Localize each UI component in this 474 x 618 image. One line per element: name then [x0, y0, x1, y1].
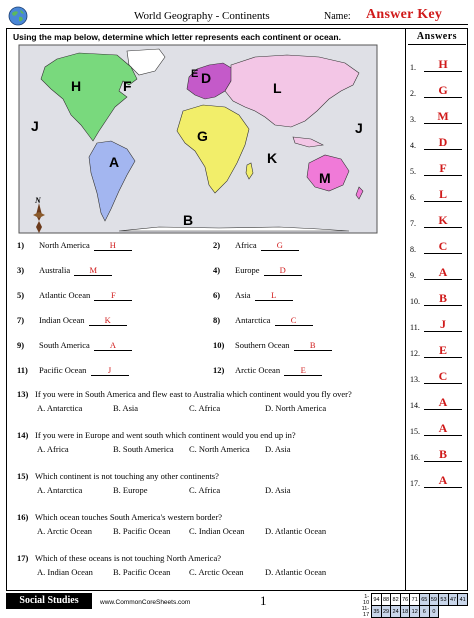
option[interactable]: C. Africa [189, 485, 221, 495]
map-letter: J [31, 118, 39, 134]
question-16-options [37, 526, 397, 536]
question-10: 10) Southern Ocean B [213, 340, 332, 351]
question-15-options [37, 485, 397, 495]
question-8: 8) Antarctica C [213, 315, 313, 326]
answer-item: 7. K [410, 213, 464, 229]
question-13-options [37, 403, 397, 413]
question-9: 9) South America A [17, 340, 132, 351]
question-17-options [37, 567, 397, 577]
option[interactable]: B. South America [113, 444, 174, 454]
answer-blank[interactable]: J [91, 365, 129, 376]
globe-icon [8, 6, 28, 26]
site-url: www.CommonCoreSheets.com [100, 599, 191, 606]
option[interactable]: A. Africa [37, 444, 69, 454]
worksheet-header [6, 6, 468, 28]
answers-column [406, 28, 468, 591]
option[interactable]: D. Asia [265, 485, 291, 495]
answer-field[interactable]: A [424, 395, 462, 410]
answer-item: 2. G [410, 83, 464, 99]
question-14-options [37, 444, 397, 454]
question-15: 15) Which continent is not touching any other continents? [17, 471, 219, 481]
map-letter: B [183, 212, 194, 228]
question-13: 13) If you were in South America and flew east to Australia which continent would you fly over? [17, 389, 352, 399]
answer-field[interactable]: K [424, 213, 462, 228]
answer-field[interactable]: B [424, 447, 462, 462]
option[interactable]: A. Indian Ocean [37, 567, 93, 577]
answer-item: 15. A [410, 421, 464, 437]
answer-field[interactable]: L [424, 187, 462, 202]
map-letter: A [109, 154, 120, 170]
answer-field[interactable]: G [424, 83, 462, 98]
score-row: 11-17 35 29 24 18 12 6 0 [358, 606, 468, 618]
answer-field[interactable]: J [424, 317, 462, 332]
answer-blank[interactable]: E [284, 365, 322, 376]
answer-blank[interactable]: L [255, 290, 293, 301]
answer-item: 4. D [410, 135, 464, 151]
answer-item: 8. C [410, 239, 464, 255]
answer-item: 17. A [410, 473, 464, 489]
answer-item: 12. E [410, 343, 464, 359]
instructions: Using the map below, determine which letter represents each continent or ocean. [13, 32, 341, 42]
question-11: 11) Pacific Ocean J [17, 365, 129, 376]
answer-item: 3. M [410, 109, 464, 125]
subject-badge: Social Studies [6, 593, 92, 609]
answer-item: 14. A [410, 395, 464, 411]
option[interactable]: B. Asia [113, 403, 139, 413]
answer-blank[interactable]: G [261, 240, 299, 251]
answer-field[interactable]: F [424, 161, 462, 176]
map-letter: D [201, 70, 212, 86]
header-rule [40, 24, 468, 25]
questions-panel [6, 28, 406, 591]
question-16: 16) Which ocean touches South America's western border? [17, 512, 223, 522]
answer-blank[interactable]: D [264, 265, 302, 276]
answer-field[interactable]: H [424, 57, 462, 72]
answer-item: 13. C [410, 369, 464, 385]
option[interactable]: D. North America [265, 403, 327, 413]
map-letter: G [197, 128, 208, 144]
question-4: 4) Europe D [213, 265, 302, 276]
map-letter: J [355, 120, 363, 136]
option[interactable]: C. North America [189, 444, 250, 454]
answer-blank[interactable]: A [94, 340, 132, 351]
question-6: 6) Asia L [213, 290, 293, 301]
answer-item: 11. J [410, 317, 464, 333]
question-5: 5) Atlantic Ocean F [17, 290, 132, 301]
answer-field[interactable]: A [424, 265, 462, 280]
map-letter: K [267, 150, 278, 166]
answer-blank[interactable]: K [89, 315, 127, 326]
answer-item: 5. F [410, 161, 464, 177]
option[interactable]: D. Atlantic Ocean [265, 526, 327, 536]
map-letter: H [71, 78, 82, 94]
option[interactable]: D. Atlantic Ocean [265, 567, 327, 577]
option[interactable]: A. Antarctica [37, 485, 83, 495]
answer-blank[interactable]: C [275, 315, 313, 326]
compass-north-label: N [35, 196, 41, 205]
question-7: 7) Indian Ocean K [17, 315, 127, 326]
question-1: 1) North America H [17, 240, 132, 251]
answer-blank[interactable]: M [74, 265, 112, 276]
answer-field[interactable]: B [424, 291, 462, 306]
answer-field[interactable]: C [424, 369, 462, 384]
question-14: 14) If you were in Europe and went south which continent would you end up in? [17, 430, 296, 440]
option[interactable]: D. Asia [265, 444, 291, 454]
map-letter: E [191, 68, 199, 80]
score-row: 1-10 94 88 82 76 71 65 59 53 47 41 [363, 593, 466, 606]
answer-field[interactable]: A [424, 473, 462, 488]
answer-item: 9. A [410, 265, 464, 281]
answer-item: 10. B [410, 291, 464, 307]
option[interactable]: C. Arctic Ocean [189, 567, 244, 577]
name-label: Name: [324, 11, 351, 22]
answer-field[interactable]: C [424, 239, 462, 254]
option[interactable]: B. Europe [113, 485, 148, 495]
option[interactable]: C. Indian Ocean [189, 526, 245, 536]
option[interactable]: A. Arctic Ocean [37, 526, 92, 536]
option[interactable]: B. Pacific Ocean [113, 567, 171, 577]
answer-field[interactable]: D [424, 135, 462, 150]
question-3: 3) Australia M [17, 265, 112, 276]
question-12: 12) Arctic Ocean E [213, 365, 322, 376]
score-table [358, 593, 468, 618]
page-number: 1 [260, 593, 267, 608]
option[interactable]: C. Africa [189, 403, 221, 413]
page-title: World Geography - Continents [134, 10, 270, 22]
answer-field[interactable]: E [424, 343, 462, 358]
answer-field[interactable]: A [424, 421, 462, 436]
answer-item: 6. L [410, 187, 464, 203]
map-letter: M [319, 170, 331, 186]
question-17: 17) Which of these oceans is not touching North America? [17, 553, 221, 563]
answer-blank[interactable]: F [94, 290, 132, 301]
option[interactable]: A. Antarctica [37, 403, 83, 413]
map-letter: F [123, 78, 132, 94]
worksheet-footer [6, 592, 468, 618]
answer-key-text: Answer Key [366, 7, 443, 22]
question-2: 2) Africa G [213, 240, 299, 251]
answer-blank[interactable]: H [94, 240, 132, 251]
map-letter: L [273, 80, 282, 96]
answers-title: Answers [416, 31, 458, 42]
world-map [19, 45, 377, 233]
answer-field[interactable]: M [424, 109, 462, 124]
answer-item: 1. H [410, 57, 464, 73]
answer-item: 16. B [410, 447, 464, 463]
option[interactable]: B. Pacific Ocean [113, 526, 171, 536]
answers-rule [408, 44, 466, 45]
answer-blank[interactable]: B [294, 340, 332, 351]
